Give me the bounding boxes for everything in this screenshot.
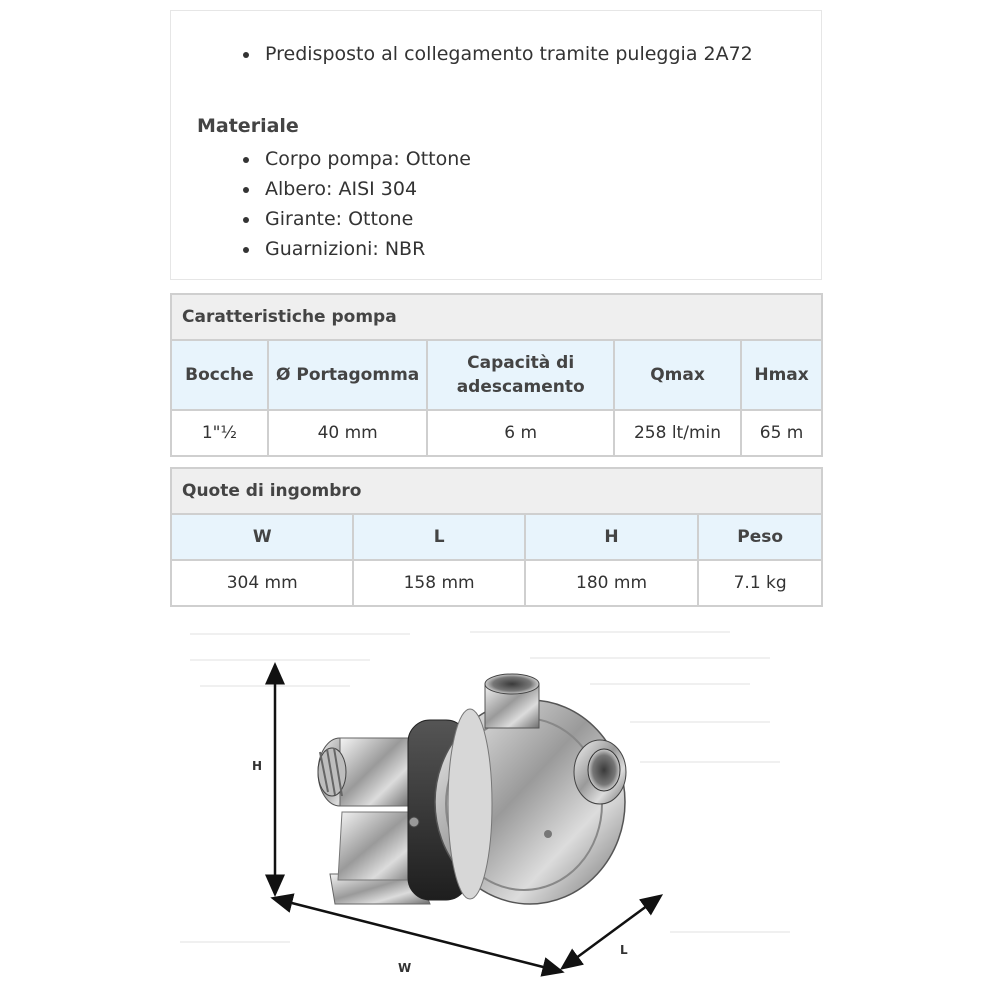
header-peso: Peso [698,514,822,560]
cell-capacita-adescamento: 6 m [427,410,613,456]
cell-bocche: 1"½ [171,410,268,456]
cell-portagomma: 40 mm [268,410,428,456]
header-portagomma: Ø Portagomma [268,340,428,410]
materiale-item: Corpo pompa: Ottone [241,144,781,174]
table-caption: Quote di ingombro [171,468,822,514]
intro-box [170,10,822,280]
label-h: H [252,759,263,773]
cell-hmax: 65 m [741,410,822,456]
cell-peso: 7.1 kg [698,560,822,606]
dimensions-table [170,467,823,607]
materiale-list [241,144,781,264]
pump-body [318,674,626,904]
label-l: L [620,943,628,957]
materiale-item: Albero: AISI 304 [241,174,781,204]
width-dimension-arrow [280,900,555,970]
header-bocche: Bocche [171,340,268,410]
cell-w: 304 mm [171,560,353,606]
header-l: L [353,514,524,560]
cell-l: 158 mm [353,560,524,606]
header-w: W [171,514,353,560]
header-qmax: Qmax [614,340,741,410]
pump-illustration [170,612,822,992]
table-row [171,410,822,456]
pump-characteristics-table [170,293,823,457]
cell-qmax: 258 lt/min [614,410,741,456]
table-row [171,560,822,606]
header-capacita-adescamento: Capacità di adescamento [427,340,613,410]
length-dimension-arrow [568,900,655,964]
header-hmax: Hmax [741,340,822,410]
label-w: W [398,961,412,975]
materiale-heading: Materiale [197,115,299,137]
materiale-item: Guarnizioni: NBR [241,234,781,264]
table-caption: Caratteristiche pompa [171,294,822,340]
feature-item: Predisposto al collegamento tramite puleggia 2A72 [241,39,801,69]
pump-drawing [170,612,822,992]
materiale-item: Girante: Ottone [241,204,781,234]
header-h: H [525,514,698,560]
cell-h: 180 mm [525,560,698,606]
feature-list [241,39,801,69]
